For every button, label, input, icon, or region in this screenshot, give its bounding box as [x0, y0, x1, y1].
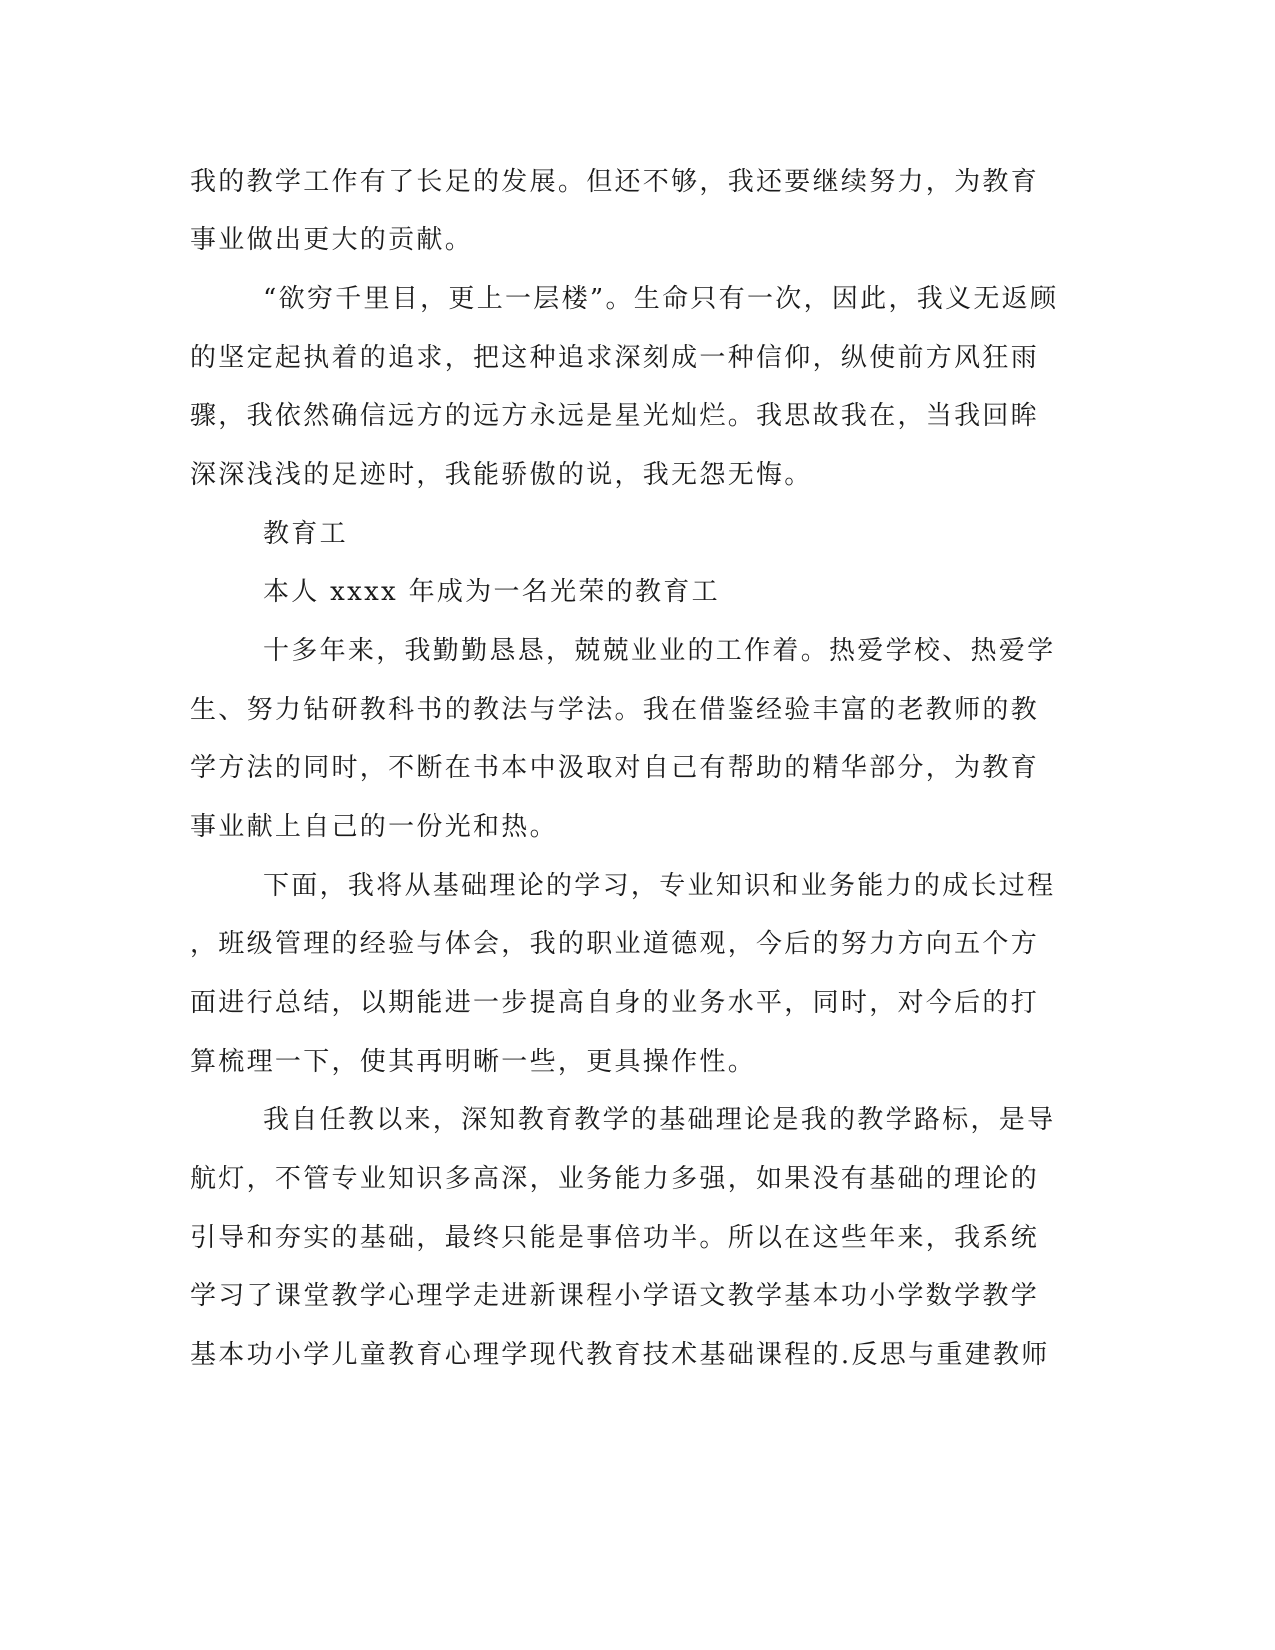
text-line: ，班级管理的经验与体会，我的职业道德观，今后的努力方向五个方: [190, 929, 1040, 959]
text-line: 的坚定起执着的追求，把这种追求深刻成一种信仰，纵使前方风狂雨: [190, 343, 1040, 373]
text-line: 事业做出更大的贡献。: [190, 225, 474, 255]
text-line: 事业献上自己的一份光和热。: [190, 812, 558, 842]
text-line: 本人 xxxx 年成为一名光荣的教育工: [263, 577, 720, 607]
text-line: 教育工: [263, 519, 348, 549]
text-line: 学方法的同时，不断在书本中汲取对自己有帮助的精华部分，为教育: [190, 753, 1040, 783]
text-line: 下面，我将从基础理论的学习，专业知识和业务能力的成长过程: [263, 871, 1056, 901]
text-line: 我的教学工作有了长足的发展。但还不够，我还要继续努力，为教育: [190, 167, 1040, 197]
text-line: “欲穷千里目，更上一层楼”。生命只有一次，因此，我义无返顾: [263, 284, 1059, 314]
text-line: 学习了课堂教学心理学走进新课程小学语文教学基本功小学数学教学: [190, 1281, 1040, 1311]
text-line: 骤，我依然确信远方的远方永远是星光灿烂。我思故我在，当我回眸: [190, 401, 1040, 431]
text-line: 航灯，不管专业知识多高深，业务能力多强，如果没有基础的理论的: [190, 1164, 1040, 1194]
text-line: 算梳理一下，使其再明晰一些，更具操作性。: [190, 1047, 757, 1077]
text-line: 生、努力钻研教科书的教法与学法。我在借鉴经验丰富的老教师的教: [190, 695, 1040, 725]
text-line: 引导和夯实的基础，最终只能是事倍功半。所以在这些年来，我系统: [190, 1223, 1040, 1253]
text-line: 我自任教以来，深知教育教学的基础理论是我的教学路标，是导: [263, 1105, 1056, 1135]
text-line: 深深浅浅的足迹时，我能骄傲的说，我无怨无悔。: [190, 460, 813, 490]
text-line: 面进行总结，以期能进一步提高自身的业务水平，同时，对今后的打: [190, 988, 1040, 1018]
text-line: 基本功小学儿童教育心理学现代教育技术基础课程的.反思与重建教师: [190, 1340, 1050, 1370]
text-line: 十多年来，我勤勤恳恳，兢兢业业的工作着。热爱学校、热爱学: [263, 636, 1056, 666]
